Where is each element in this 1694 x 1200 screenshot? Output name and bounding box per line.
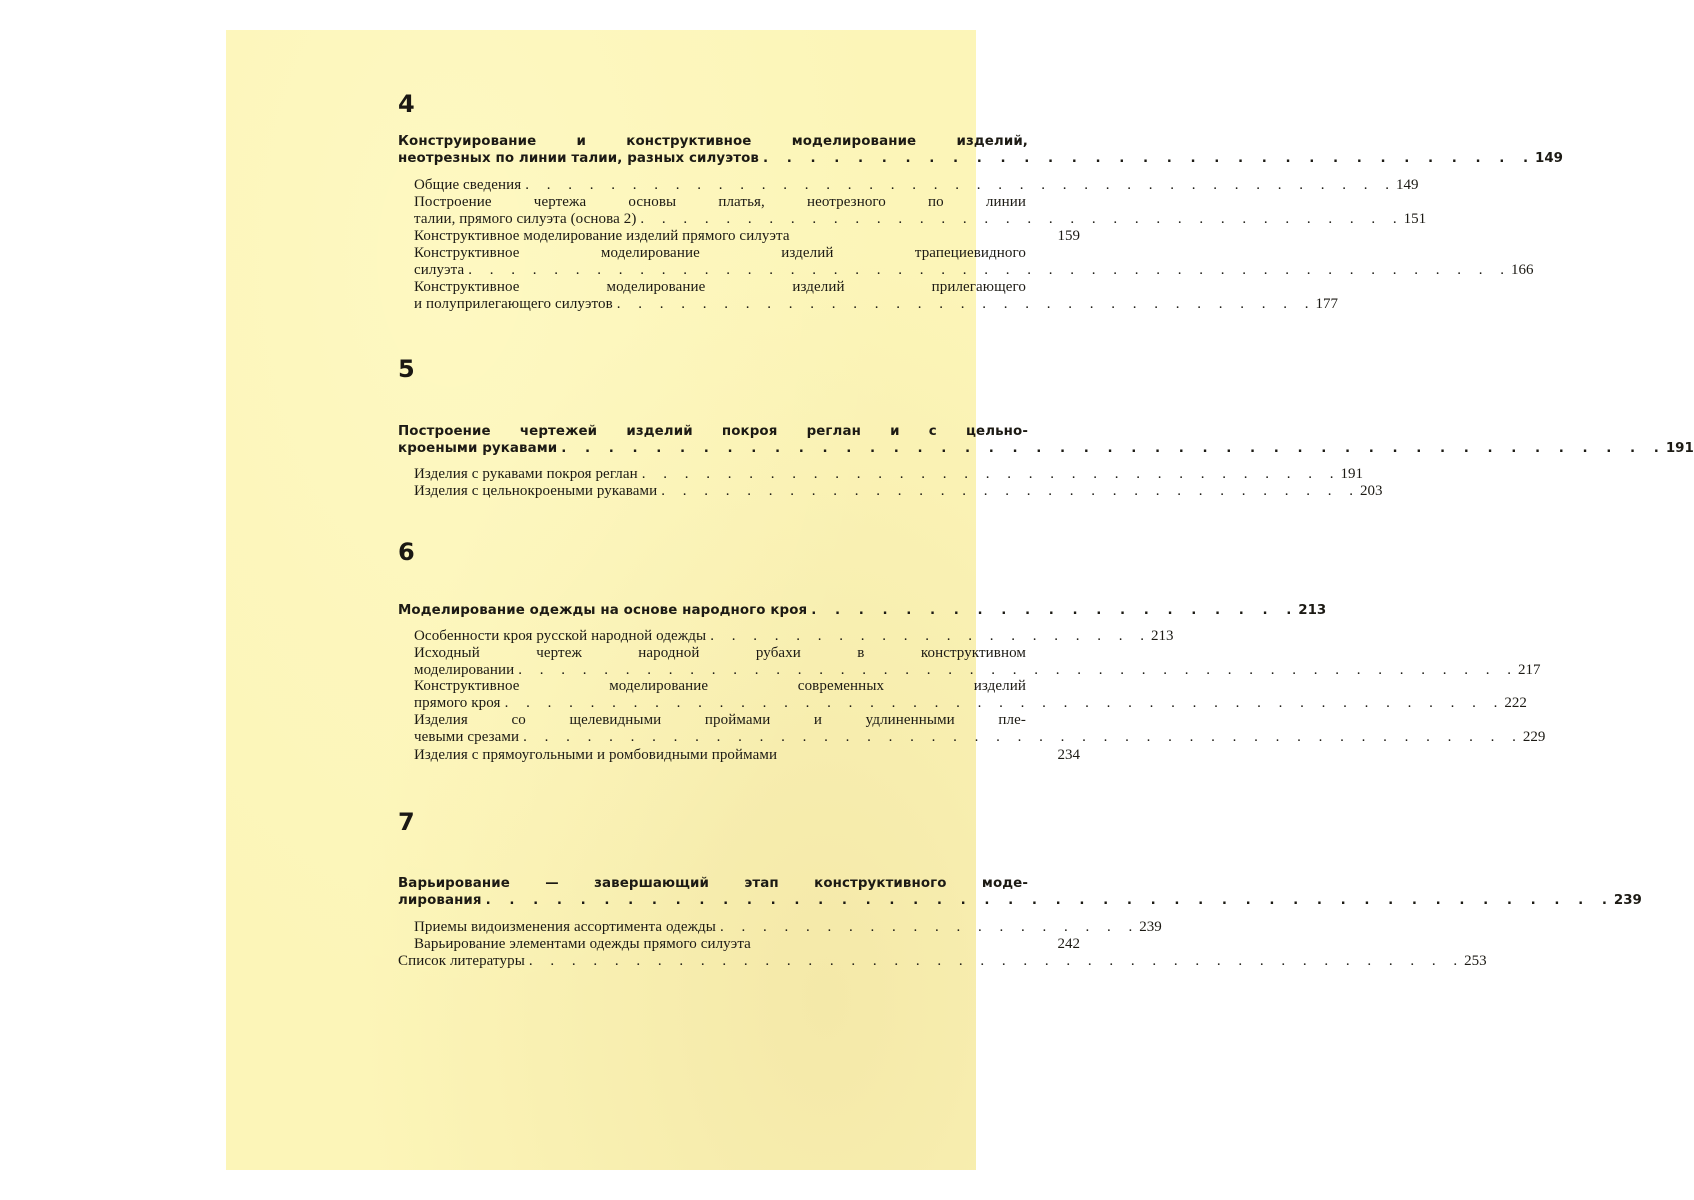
dot-leader: . . . . . . . . . . . . . . . . . . . . . . . . . . . . . . . . . . . . . . . . . . . . . . . . .	[468, 261, 1511, 278]
page-number: 203	[1360, 483, 1383, 499]
toc-entry	[414, 194, 1427, 227]
dot-leader: . . . . . . . . . . . . . . . . . . . . . . . . . . . . . . . . .	[641, 466, 1341, 482]
page-number: 253	[1464, 953, 1487, 969]
title-line: Построение чертежей изделий покроя реглан и с цельно-	[398, 424, 1028, 439]
title-last-line: лирования	[398, 892, 482, 908]
entry-text: Варьирование элементами одежды прямого силуэта	[414, 936, 751, 952]
entry-text: талии, прямого силуэта (основа 2)	[414, 210, 637, 227]
entry-text: моделировании	[414, 661, 515, 678]
chapter-number: 5	[398, 355, 415, 383]
entry-text: Изделия с рукавами покроя реглан	[414, 466, 638, 482]
entry-text: Изделия с цельнокроеными рукавами	[414, 483, 658, 499]
page-number: 151	[1403, 210, 1427, 227]
toc-entry	[414, 936, 1080, 953]
chapter-number: 6	[398, 538, 415, 566]
toc-entry	[414, 747, 1080, 764]
dot-leader: . . . . . . . . . . . . . . . . . . . . . . . . . . . . . . . . . . . . . . . . . . . . . . .	[561, 440, 1666, 456]
entry-line: Конструктивное моделирование изделий трапециевидного	[414, 245, 1026, 261]
entry-line: Изделия со щелевидными проймами и удлиненными пле-	[414, 712, 1026, 728]
toc-entry	[414, 245, 1534, 278]
toc-entry	[414, 279, 1339, 312]
page-number: 242	[1057, 936, 1080, 952]
toc-entry	[414, 228, 1080, 245]
chapter-title	[398, 424, 1694, 457]
chapter-title	[398, 603, 1327, 620]
entry-line: Исходный чертеж народной рубахи в конструктивном	[414, 645, 1026, 661]
entry-text: Особенности кроя русской народной одежды	[414, 628, 707, 644]
page-number: 149	[1535, 150, 1563, 166]
chapter-number: 4	[398, 90, 415, 118]
toc-entry	[414, 466, 1364, 483]
page-number: 234	[1057, 747, 1080, 763]
toc-entry	[414, 628, 1174, 645]
entry-text: Приемы видоизменения ассортимента одежды	[414, 919, 716, 935]
toc-entry	[414, 645, 1541, 678]
page-number: 213	[1150, 628, 1174, 644]
page-number: 191	[1665, 440, 1694, 456]
dot-leader: . . . . . . . . . . . . . . . . . . . . .	[811, 603, 1299, 618]
page-number: 177	[1315, 295, 1339, 312]
dot-leader: . . . . . . . . . . . . . . . . . . . . . . . . . . . . . . . . . . . . . . . . . . . . . . .	[523, 728, 1523, 745]
page-number: 229	[1522, 728, 1546, 745]
entry-line: Построение чертежа основы платья, неотрезного по линии	[414, 194, 1026, 210]
entry-text: Список литературы	[398, 953, 525, 969]
toc-entry	[414, 177, 1419, 194]
dot-leader: . . . . . . . . . . . . . . . . . . . . . . . . . . . . . . . . . . . . . . . . .	[525, 177, 1396, 193]
dot-leader: . . . . . . . . . . . . . . . . . . . . . . . . . . . . . . . . . . . .	[640, 210, 1404, 227]
entry-text: Конструктивное моделирование изделий прямого силуэта	[414, 228, 790, 244]
entry-text: прямого кроя	[414, 694, 501, 711]
dot-leader: . . . . . . . . . . . . . . . . . . . . . . . . . . . . . . . . . . . . . . . . . . . . . . .	[504, 694, 1505, 711]
chapter-title	[398, 134, 1563, 167]
dot-leader: . . . . . . . . . . . . . . . . . . . . .	[710, 628, 1151, 644]
entry-text: чевыми срезами	[414, 728, 520, 745]
chapter-title	[398, 876, 1642, 909]
toc-entry	[414, 678, 1527, 711]
dot-leader: . . . . . . . . . . . . . . . . . . . . . . . . . . . . . . . . .	[661, 483, 1361, 499]
page-number: 222	[1504, 694, 1527, 711]
page-number: 239	[1613, 892, 1642, 908]
book-page	[226, 30, 1694, 1170]
title-line: Конструирование и конструктивное моделирование изделий,	[398, 134, 1028, 149]
bibliography-entry	[398, 953, 1487, 970]
toc-entry	[414, 483, 1383, 500]
entry-text: и полуприлегающего силуэтов	[414, 295, 613, 312]
dot-leader: . . . . . . . . . . . . . . . . . . . . . . . . . . . . . . . . .	[616, 295, 1316, 312]
page-number: 217	[1518, 661, 1541, 678]
dot-leader: . . . . . . . . . . . . . . . . . . . .	[719, 919, 1140, 935]
title-last-line: кроеными рукавами	[398, 440, 558, 456]
page-number: 213	[1298, 603, 1327, 618]
dot-leader: . . . . . . . . . . . . . . . . . . . . . . . . . . . . . . . . . . . . . . . . . . . . . . . .	[485, 892, 1614, 908]
page-number: 239	[1139, 919, 1162, 935]
dot-leader: . . . . . . . . . . . . . . . . . . . . . . . . . . . . . . . . . . . . . . . . . . . . . . .	[518, 661, 1519, 678]
page-number: 166	[1510, 261, 1534, 278]
title-last-line: неотрезных по линии талии, разных силуэтов	[398, 150, 759, 166]
title-line: Варьирование — завершающий этап конструктивного моде-	[398, 876, 1028, 891]
dot-leader: . . . . . . . . . . . . . . . . . . . . . . . . . . . . . . . . .	[763, 150, 1536, 166]
toc-entry	[414, 712, 1546, 745]
entry-text: Общие сведения	[414, 177, 522, 193]
page-number: 149	[1395, 177, 1419, 193]
page-number: 191	[1340, 466, 1364, 482]
title-last-line: Моделирование одежды на основе народного кроя	[398, 603, 808, 618]
entry-line: Конструктивное моделирование современных изделий	[414, 678, 1026, 694]
entry-text: Изделия с прямоугольными и ромбовидными проймами	[414, 747, 778, 763]
dot-leader: . . . . . . . . . . . . . . . . . . . . . . . . . . . . . . . . . . . . . . . . . . . .	[528, 953, 1465, 969]
entry-line: Конструктивное моделирование изделий прилегающего	[414, 279, 1026, 295]
chapter-number: 7	[398, 808, 415, 836]
page-number: 159	[1057, 228, 1080, 244]
toc-entry	[414, 919, 1162, 936]
entry-text: силуэта	[414, 261, 465, 278]
